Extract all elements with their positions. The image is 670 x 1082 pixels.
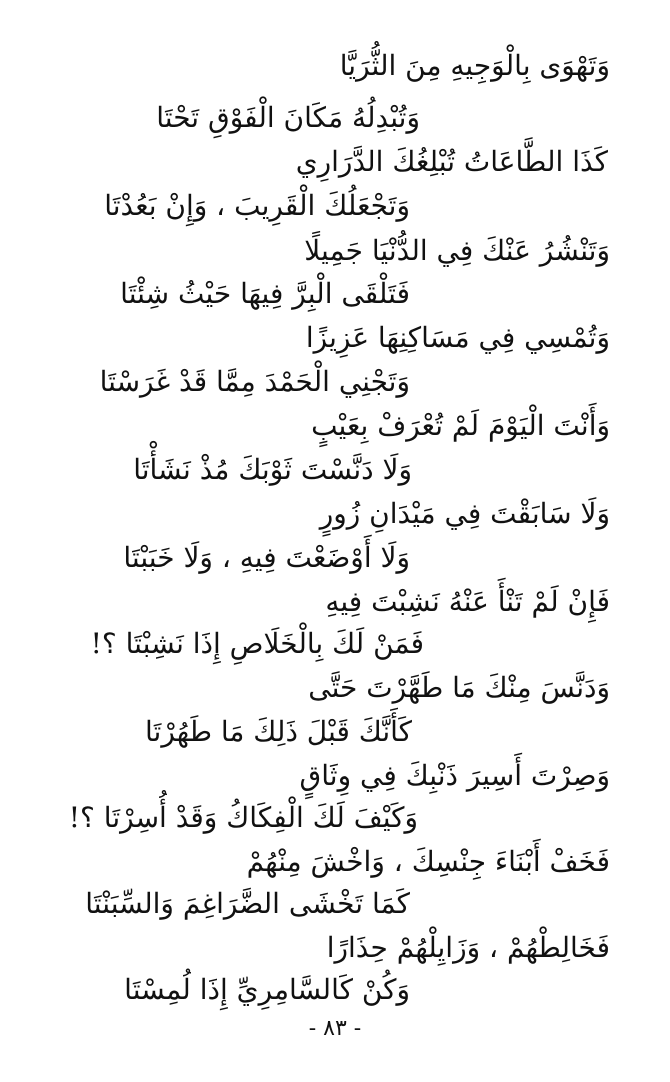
poem-line: وَصِرْتَ أَسِيرَ ذَنْبِكَ فِي وِثَاقٍ [299, 759, 610, 792]
poem-line: كَذَا الطَّاعَاتُ تُبْلِغُكَ الدَّرَارِي [295, 145, 608, 178]
poem-line: وَتَجْعَلُكَ الْقَرِيبَ ، وَإِنْ بَعُدْتَا [104, 189, 410, 222]
poem-line: وَلَا سَابَقْتَ فِي مَيْدَانِ زُورٍ [319, 497, 610, 530]
poem-line: كَأَنَّكَ قَبْلَ ذَلِكَ مَا طَهُرْتَا [145, 715, 412, 748]
poem-line: كَمَا تَخْشَى الضَّرَاغِمَ وَالسِّبَنْتَا [85, 887, 410, 920]
poem-line: وَلَا دَنَّسْتَ ثَوْبَكَ مُذْ نَشَأْتَا [133, 453, 412, 486]
poem-line: وَلَا أَوْضَعْتَ فِيهِ ، وَلَا خَبَبْتَا [123, 541, 410, 574]
poem-line: وَتَجْنِي الْحَمْدَ مِمَّا قَدْ غَرَسْتَا [99, 365, 410, 398]
poem-line: وَتَنْشُرُ عَنْكَ فِي الدُّنْيَا جَمِيلًا [304, 234, 610, 267]
poem-line: وَأَنْتَ الْيَوْمَ لَمْ تُعْرَفْ بِعَيْبٍ [311, 409, 610, 442]
poem-line: فَمَنْ لَكَ بِالْخَلَاصِ إِذَا نَشِبْتَا ؟! [90, 627, 424, 660]
poem-line: فَتَلْقَى الْبِرَّ فِيهَا حَيْثُ شِئْتَا [120, 277, 410, 310]
poem-line: وَكُنْ كَالسَّامِرِيِّ إِذَا لُمِسْتَا [124, 973, 410, 1006]
poem-line: وَتَهْوَى بِالْوَجِيهِ مِنَ الثُّرَيَّا [339, 49, 610, 82]
page-number: - ٨٣ - [308, 1016, 362, 1041]
poem-line: وَدَنَّسَ مِنْكَ مَا طَهَّرْتَ حَتَّى [308, 671, 610, 704]
poem-line: وَتُمْسِي فِي مَسَاكِنِهَا عَزِيزًا [305, 321, 610, 354]
poem-line: فَخَفْ أَبْنَاءَ جِنْسِكَ ، وَاخْشَ مِنْهُمْ [246, 845, 610, 878]
poem-block [20, 46, 650, 1006]
poem-line: فَخَالِطْهُمْ ، وَزَايِلْهُمْ حِذَارًا [326, 931, 610, 964]
poem-line: وَكَيْفَ لَكَ الْفِكَاكُ وَقَدْ أُسِرْتَا ؟! [68, 801, 418, 834]
poem-line: وَتُبْدِلُهُ مَكَانَ الْفَوْقِ تَحْتَا [156, 101, 420, 134]
poem-line: فَإِنْ لَمْ تَنْأَ عَنْهُ نَشِبْتَ فِيهِ [325, 585, 610, 618]
